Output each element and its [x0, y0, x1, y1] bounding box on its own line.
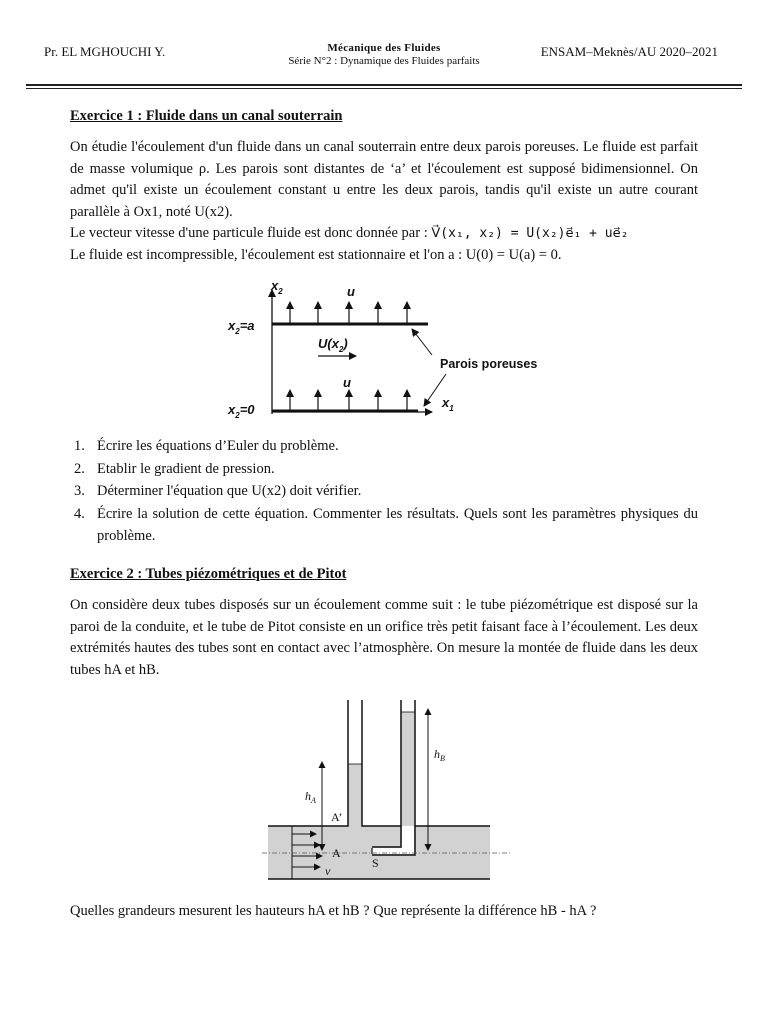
ex2-intro: On considère deux tubes disposés sur un écoulement comme suit : le tube piézométrique est disposé sur la paroi de la conduite, et le tube de Pitot consiste en un orifice très petit faisant face à l’écoulement. Les deux extrémités hautes des tubes sont en contact avec l’atmosphère. On mesure la montée de fluide dans les deux tubes hA et hB.: [70, 597, 698, 678]
ex2-question: Quelles grandeurs mesurent les hauteurs hA et hB ? Que représente la différence hB - hA ?: [70, 903, 597, 919]
hB-label: $h_B$: [434, 747, 445, 763]
series-title: Série N°2 : Dynamique des Fluides parfaits: [288, 55, 480, 67]
course-title: Mécanique des Fluides: [327, 42, 441, 54]
ex1-intro: [70, 137, 698, 266]
figure-canal: [0, 272, 768, 432]
figure-pitot: [0, 690, 768, 890]
question-1: 1. Écrire les équations d’Euler du problème.: [74, 438, 339, 454]
u-top-label: u: [347, 284, 355, 299]
question-2: 2. Etablir le gradient de pression.: [74, 460, 275, 477]
hA-label: $h_A$: [305, 789, 316, 805]
ex1-questions: [70, 435, 698, 548]
x2-axis-label: $x_2$: [271, 278, 283, 296]
pitot-outer: [415, 700, 490, 826]
ex1-velocity-line: [70, 223, 698, 245]
u-arrows-top: [290, 302, 407, 323]
ex1-title: Exercice 1 : Fluide dans un canal souterrain: [70, 108, 343, 124]
A-prime-label: A’: [331, 810, 343, 824]
wall-pointer-top: [412, 329, 432, 355]
pipe-top-wall-right: [362, 700, 401, 826]
header-rule: [26, 84, 742, 86]
question-3: 3. Déterminer l'équation que U(x2) doit vérifier.: [74, 483, 362, 499]
pitot-fluid: [401, 712, 415, 826]
A-label: A: [332, 846, 341, 860]
bottom-wall-label: $x_2=0$: [228, 402, 255, 420]
header-school: ENSAM–Meknès/AU 2020–2021: [540, 44, 718, 59]
x1-axis-label: $x_1$: [442, 395, 454, 413]
walls-label: Parois poreuses: [440, 357, 538, 371]
question-4: 4. Écrire la solution de cette équation. Commenter les résultats. Quels sont les paramètres physiques du problème.: [74, 505, 698, 544]
S-label: S: [372, 856, 379, 870]
ex1-velocity-text: Le vecteur vitesse d'une particule fluide est donc donnée par :: [70, 225, 428, 241]
v-label: v: [325, 864, 331, 878]
ex1-velocity-formula: V⃗(x₁, x₂) = U(x₂)e⃗₁ + ue⃗₂: [431, 226, 629, 241]
u-arrows-bottom: [290, 390, 407, 410]
ex1-intro-text: On étudie l'écoulement d'un fluide dans un canal souterrain entre deux parois poreuses. Le fluide est parfait de masse volumique ρ. Les parois sont distantes de ‘a’ et l'écoulement est supposé bidimensionnel. On admet qu'il existe un écoulement constant u entre les deux parois, tandis qu'il existe un autre courant parallèle à Ox1, noté U(x2).: [70, 139, 698, 220]
ex2-title: Exercice 2 : Tubes piézométriques et de Pitot: [70, 566, 347, 582]
u-bottom-label: u: [343, 375, 351, 390]
top-wall-label: $x_2=a$: [228, 318, 255, 336]
pipe-top-wall-left: [268, 700, 348, 826]
header-author: Pr. EL MGHOUCHI Y.: [44, 44, 166, 59]
header-rule-thin: [26, 88, 742, 89]
U-label: $U(x_2)$: [318, 336, 348, 354]
piezometer-fluid: [348, 764, 362, 826]
ex1-condition: Le fluide est incompressible, l'écoulement est stationnaire et l'on a : U(0) = U(a) = 0.: [70, 246, 562, 263]
